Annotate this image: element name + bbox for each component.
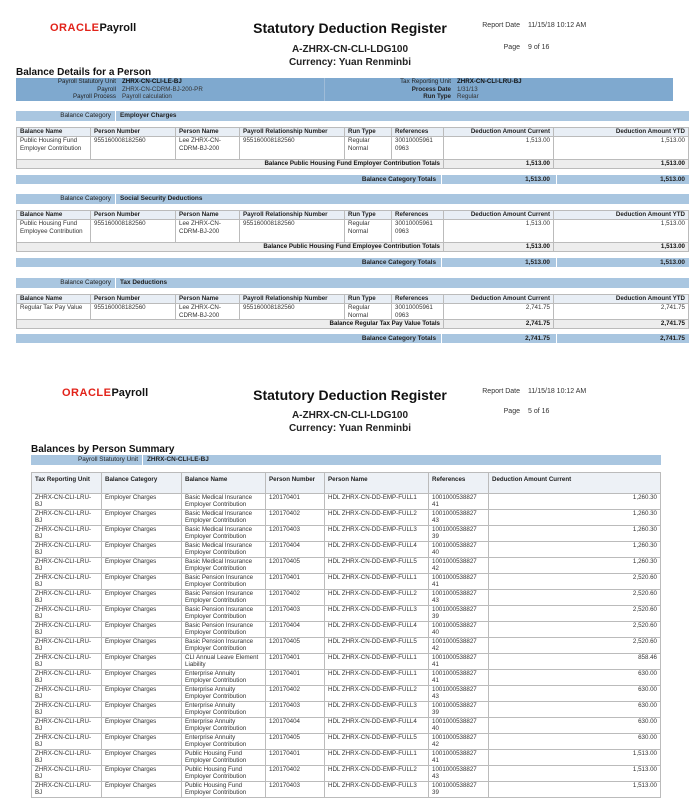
table-row: ZHRX-CN-CLI-LRU-BJ Employer Charges Basic Pension Insurance Employer Contribution 120170405 HDL ZHRX-CN-DD-EMP-FULL5 1001000538827 42 2,520.60 (32, 638, 661, 654)
balance-detail-table (16, 127, 689, 169)
table-row: ZHRX-CN-CLI-LRU-BJ Employer Charges Public Housing Fund Employer Contribution 120170401 HDL ZHRX-CN-DD-EMP-FULL1 1001000538827 41 1,513.00 (32, 750, 661, 766)
report-title: Statutory Deduction Register (253, 387, 447, 403)
balance-detail-table (16, 210, 689, 252)
table-row: ZHRX-CN-CLI-LRU-BJ Employer Charges Public Housing Fund Employer Contribution 120170402 HDL ZHRX-CN-DD-EMP-FULL2 1001000538827 43 1,513.00 (32, 766, 661, 782)
page-number: Page 9 of 16 (503, 44, 550, 51)
balance-category-row: Balance Category Employer Charges (16, 111, 689, 121)
table-row: ZHRX-CN-CLI-LRU-BJ Employer Charges Public Housing Fund Employer Contribution 120170403 HDL ZHRX-CN-DD-EMP-FULL3 1001000538827 39 1,513.00 (32, 782, 661, 798)
table-header-row: Balance Name Person Number Person Name Payroll Relationship Number Run Type References Deduction Amount Current Deduction Amount YTD (17, 295, 689, 304)
table-row: Public Housing Fund Employee Contribution 955160008182560 Lee ZHRX-CN-CDRM-BJ-200 955160008182560 Regular Normal 30010005961 0963 1,513.00 1,513.00 (17, 220, 689, 243)
table-row: ZHRX-CN-CLI-LRU-BJ Employer Charges Basic Pension Insurance Employer Contribution 120170401 HDL ZHRX-CN-DD-EMP-FULL1 1001000538827 41 2,520.60 (32, 574, 661, 590)
table-row: ZHRX-CN-CLI-LRU-BJ Employer Charges Enterprise Annuity Employer Contribution 120170402 HDL ZHRX-CN-DD-EMP-FULL2 1001000538827 43 630.00 (32, 686, 661, 702)
payroll-statutory-unit-row: Payroll Statutory Unit ZHRX-CN-CLI-LE-BJ (31, 455, 661, 465)
table-row: ZHRX-CN-CLI-LRU-BJ Employer Charges CLI Annual Leave Element Liability 120170401 HDL ZHRX-CN-DD-EMP-FULL1 1001000538827 41 858.46 (32, 654, 661, 670)
table-row: ZHRX-CN-CLI-LRU-BJ Employer Charges Basic Medical Insurance Employer Contribution 120170404 HDL ZHRX-CN-DD-EMP-FULL4 1001000538827 40 1,260.30 (32, 542, 661, 558)
table-row: Public Housing Fund Employer Contribution 955160008182560 Lee ZHRX-CN-CDRM-BJ-200 955160008182560 Regular Normal 30010005961 0963 1,513.00 1,513.00 (17, 137, 689, 160)
table-row: ZHRX-CN-CLI-LRU-BJ Employer Charges Basic Medical Insurance Employer Contribution 120170402 HDL ZHRX-CN-DD-EMP-FULL2 1001000538827 43 1,260.30 (32, 510, 661, 526)
report-date: Report Date 11/15/18 10:12 AM (482, 388, 587, 395)
page-number: Page 5 of 16 (503, 408, 550, 415)
table-row: ZHRX-CN-CLI-LRU-BJ Employer Charges Enterprise Annuity Employer Contribution 120170401 HDL ZHRX-CN-DD-EMP-FULL1 1001000538827 41 630.00 (32, 670, 661, 686)
person-info-table: Payroll Statutory Unit ZHRX-CN-CLI-LE-BJ Tax Reporting Unit ZHRX-CN-CLI-LRU-BJ Payroll ZHRX-CN-CDRM-BJ-200-PR Process Date 1/31/13 Payroll Process Payroll calculation Run Type Regular (16, 78, 673, 101)
table-row: ZHRX-CN-CLI-LRU-BJ Employer Charges Basic Medical Insurance Employer Contribution 120170403 HDL ZHRX-CN-DD-EMP-FULL3 1001000538827 39 1,260.30 (32, 526, 661, 542)
report-date: Report Date 11/15/18 10:12 AM (482, 22, 587, 29)
table-row: Regular Tax Pay Value 955160008182560 Lee ZHRX-CN-CDRM-BJ-200 955160008182560 Regular Normal 30010005961 0963 2,741.75 2,741.75 (17, 304, 689, 320)
balance-category-row: Balance Category Social Security Deductions (16, 194, 689, 204)
table-row: ZHRX-CN-CLI-LRU-BJ Employer Charges Basic Medical Insurance Employer Contribution 120170401 HDL ZHRX-CN-DD-EMP-FULL1 1001000538827 41 1,260.30 (32, 494, 661, 510)
table-header-row: Balance Name Person Number Person Name Payroll Relationship Number Run Type References Deduction Amount Current Deduction Amount YTD (17, 211, 689, 220)
report-title: Statutory Deduction Register (253, 20, 447, 36)
table-row: ZHRX-CN-CLI-LRU-BJ Employer Charges Basic Pension Insurance Employer Contribution 120170404 HDL ZHRX-CN-DD-EMP-FULL4 1001000538827 40 2,520.60 (32, 622, 661, 638)
category-totals-row: Balance Category Totals 1,513.00 1,513.00 (16, 175, 689, 184)
category-totals-row: Balance Category Totals 1,513.00 1,513.00 (16, 258, 689, 267)
balance-category-row: Balance Category Tax Deductions (16, 278, 689, 288)
balances-summary-table (31, 472, 661, 798)
balance-detail-table (16, 294, 689, 329)
table-row: ZHRX-CN-CLI-LRU-BJ Employer Charges Basic Pension Insurance Employer Contribution 120170402 HDL ZHRX-CN-DD-EMP-FULL2 1001000538827 43 2,520.60 (32, 590, 661, 606)
report-subtitle: A-ZHRX-CN-CLI-LDG100 Currency: Yuan Renminbi (288, 410, 412, 434)
balance-totals-row: Balance Public Housing Fund Employer Contribution Totals 1,513.00 1,513.00 (17, 160, 689, 169)
table-header-row: Balance Name Person Number Person Name Payroll Relationship Number Run Type References Deduction Amount Current Deduction Amount YTD (17, 128, 689, 137)
table-row: ZHRX-CN-CLI-LRU-BJ Employer Charges Enterprise Annuity Employer Contribution 120170403 HDL ZHRX-CN-DD-EMP-FULL3 1001000538827 39 630.00 (32, 702, 661, 718)
balance-totals-row: Balance Regular Tax Pay Value Totals 2,741.75 2,741.75 (17, 320, 689, 329)
table-row: ZHRX-CN-CLI-LRU-BJ Employer Charges Enterprise Annuity Employer Contribution 120170404 HDL ZHRX-CN-DD-EMP-FULL4 1001000538827 40 630.00 (32, 718, 661, 734)
table-row: ZHRX-CN-CLI-LRU-BJ Employer Charges Enterprise Annuity Employer Contribution 120170405 HDL ZHRX-CN-DD-EMP-FULL5 1001000538827 42 630.00 (32, 734, 661, 750)
table-row: ZHRX-CN-CLI-LRU-BJ Employer Charges Basic Medical Insurance Employer Contribution 120170405 HDL ZHRX-CN-DD-EMP-FULL5 1001000538827 42 1,260.30 (32, 558, 661, 574)
oracle-payroll-logo: ORACLEPayroll (62, 387, 149, 399)
table-header-row: Tax Reporting Unit Balance Category Balance Name Person Number Person Name References Deduction Amount Current (32, 473, 661, 494)
table-row: ZHRX-CN-CLI-LRU-BJ Employer Charges Basic Pension Insurance Employer Contribution 120170403 HDL ZHRX-CN-DD-EMP-FULL3 1001000538827 39 2,520.60 (32, 606, 661, 622)
oracle-payroll-logo: ORACLEPayroll (50, 22, 137, 34)
category-totals-row: Balance Category Totals 2,741.75 2,741.75 (16, 334, 689, 343)
report-subtitle: A-ZHRX-CN-CLI-LDG100 Currency: Yuan Renminbi (288, 44, 412, 68)
balance-totals-row: Balance Public Housing Fund Employee Contribution Totals 1,513.00 1,513.00 (17, 243, 689, 252)
section-title: Balances by Person Summary (31, 444, 175, 455)
section-title: Balance Details for a Person (16, 67, 152, 78)
